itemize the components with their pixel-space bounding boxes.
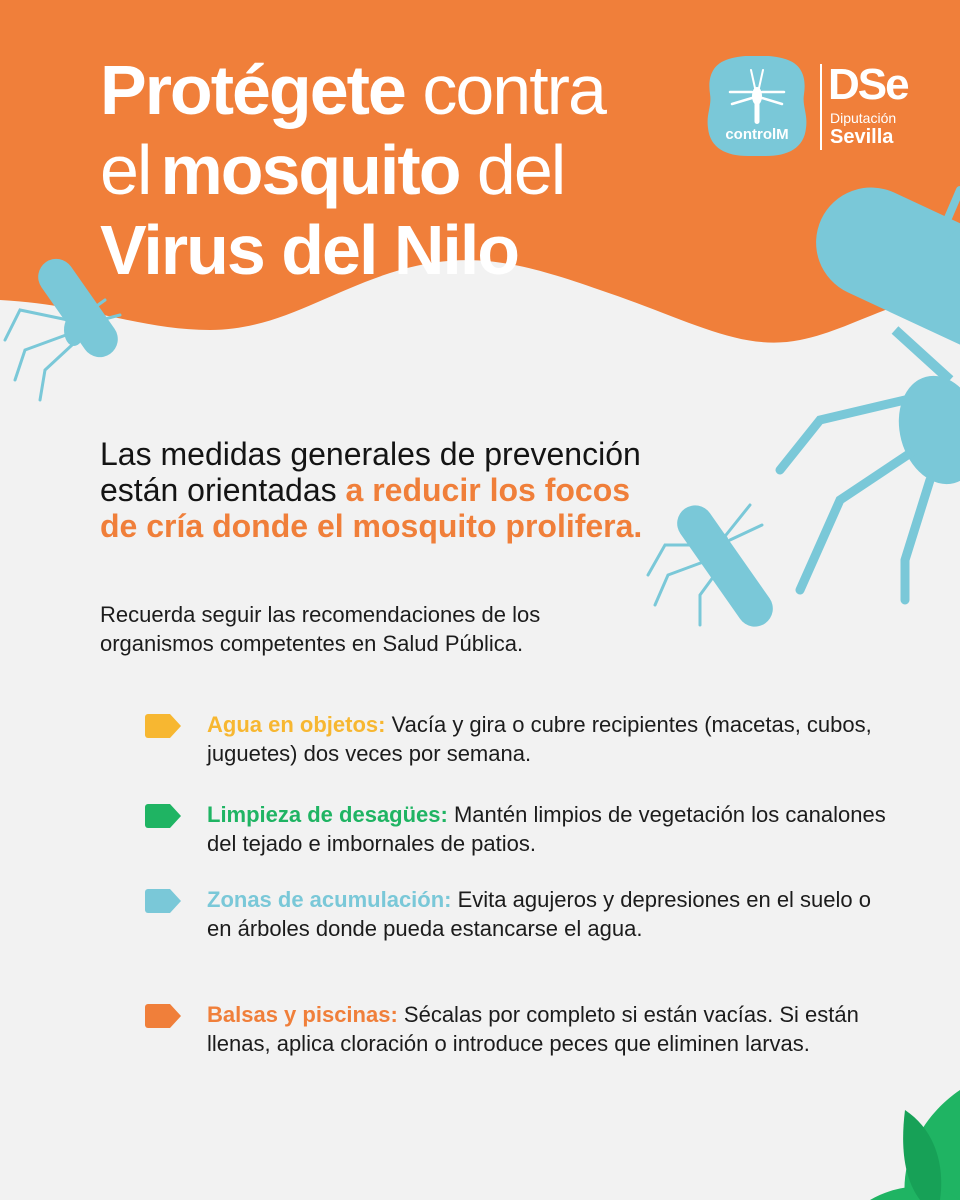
lead-paragraph: [100, 436, 660, 544]
headline: [100, 50, 700, 290]
sevilla-text: Sevilla: [830, 126, 894, 148]
measure-text: [207, 1000, 887, 1058]
measure-label: Zonas de acumulación:: [207, 887, 452, 912]
headline-line-2: [100, 130, 700, 210]
measure-text: [207, 710, 887, 768]
measure-label: Agua en objetos:: [207, 712, 386, 737]
reminder-text: Recuerda seguir las recomendaciones de los organismos competentes en Salud Pública.: [100, 602, 541, 656]
measure-label: Limpieza de desagües:: [207, 802, 448, 827]
headline-word: Protégete: [100, 51, 405, 129]
logo-divider: [820, 64, 822, 150]
headline-word: contra: [422, 51, 605, 129]
headline-word: del: [476, 131, 565, 209]
measure-description: Vacía y gira o cubre recipientes (macetas, cubos, juguetes) dos veces por semana.: [207, 712, 872, 766]
dse-logo-text: DSe: [828, 60, 908, 109]
headline-word: Virus del Nilo: [100, 211, 519, 289]
lead-plain-text: Las medidas generales de prevención están orientadas: [100, 436, 641, 508]
headline-word: mosquito: [160, 131, 460, 209]
tag-icon: [145, 889, 181, 913]
measure-text: [207, 885, 887, 943]
diputacion-text: Diputación: [830, 110, 897, 126]
tag-icon: [145, 714, 181, 738]
headline-line-1: [100, 50, 700, 130]
measure-description: Evita agujeros y depresiones en el suelo o en árboles donde pueda estancarse el agua.: [207, 887, 871, 941]
control-m-logo-text: controlM: [725, 126, 789, 143]
headline-line-3: [100, 210, 700, 290]
tag-icon: [145, 1004, 181, 1028]
measure-label: Balsas y piscinas:: [207, 1002, 398, 1027]
green-leaves-decoration: [870, 1090, 960, 1200]
measure-text: [207, 800, 887, 858]
lead-accent-text: a reducir los focos de cría donde el mosquito prolifera.: [100, 472, 643, 544]
measure-description: Mantén limpios de vegetación los canalones del tejado e imbornales de patios.: [207, 802, 886, 856]
headline-word: el: [100, 131, 151, 209]
tag-icon: [145, 804, 181, 828]
measure-description: Sécalas por completo si están vacías. Si están llenas, aplica cloración o introduce peces que eliminen larvas.: [207, 1002, 859, 1056]
small-mosquito-middle-icon: [648, 498, 780, 633]
